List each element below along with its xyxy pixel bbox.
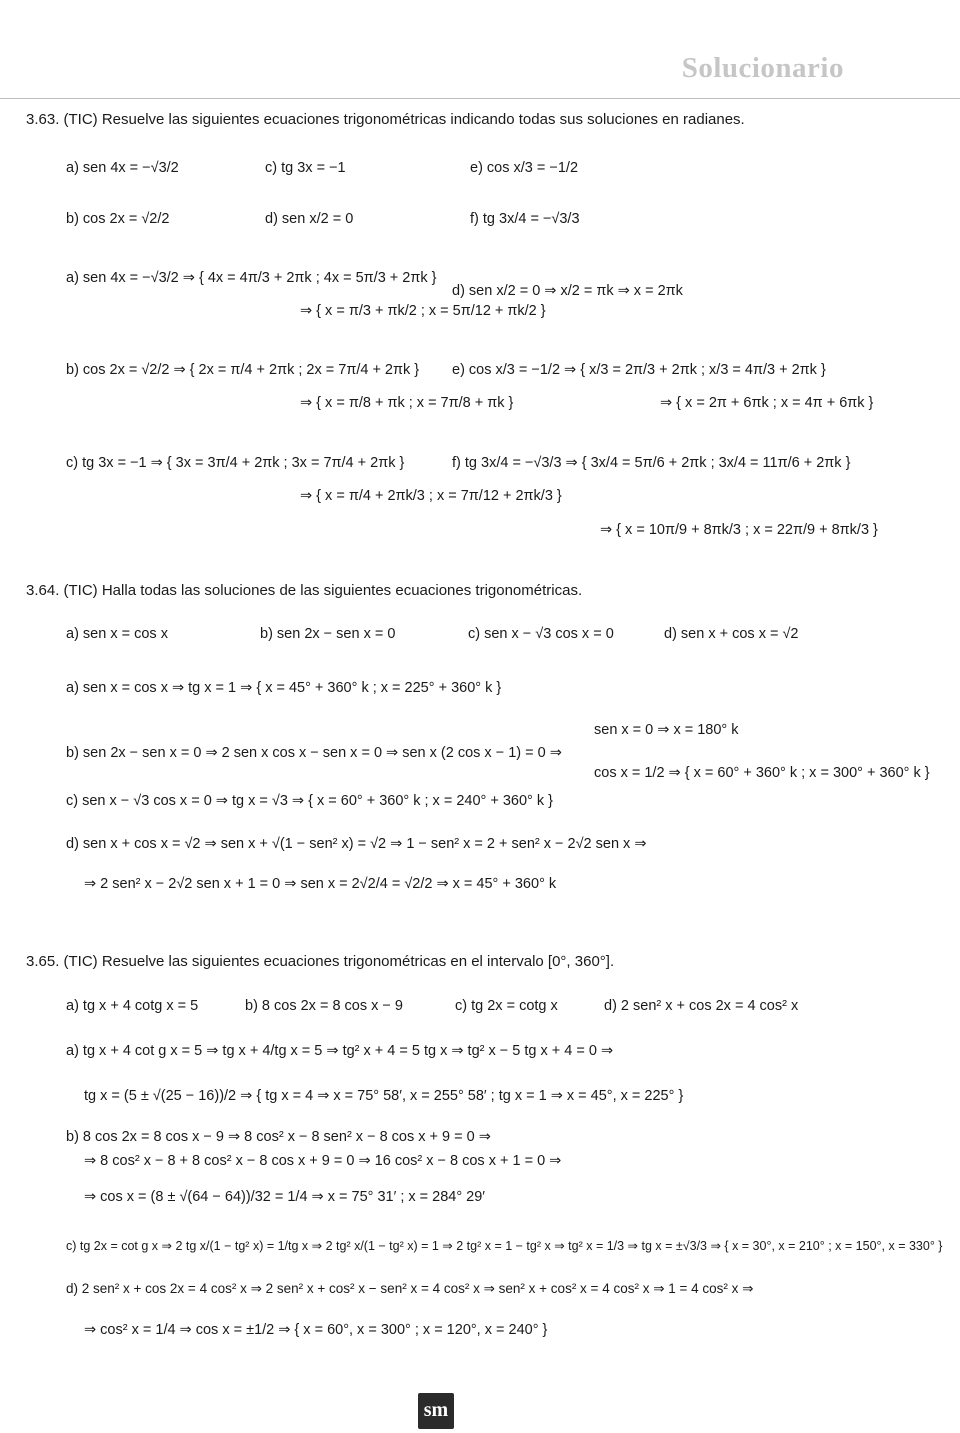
exercise-3-65-statement: 3.65. (TIC) Resuelve las siguientes ecuaciones trigonométricas en el intervalo [0°, 360°]. [26,953,615,970]
ex364-statement-d: d) sen x + cos x = √2 [664,626,799,642]
ex365-statement-d: d) 2 sen² x + cos 2x = 4 cos² x [604,998,799,1014]
ex363-solution-e-step2: ⇒ { x = 2π + 6πk ; x = 4π + 6πk } [660,395,874,411]
ex363-solution-d: d) sen x/2 = 0 ⇒ x/2 = πk ⇒ x = 2πk [452,283,683,299]
ex364-solution-c: c) sen x − √3 cos x = 0 ⇒ tg x = √3 ⇒ { x = 60° + 360° k ; x = 240° + 360° k } [66,793,553,809]
ex363-statement-a: a) sen 4x = −√3/2 [66,160,179,176]
ex365-statement-c: c) tg 2x = cotg x [455,998,558,1014]
publisher-logo: sm [418,1393,454,1429]
ex365-solution-b-step3: ⇒ cos x = (8 ± √(64 − 64))/32 = 1/4 ⇒ x = 75° 31′ ; x = 284° 29′ [84,1189,486,1205]
ex363-solution-b-step2: ⇒ { x = π/8 + πk ; x = 7π/8 + πk } [300,395,514,411]
ex363-statement-c: c) tg 3x = −1 [265,160,346,176]
ex365-solution-a-step1: a) tg x + 4 cot g x = 5 ⇒ tg x + 4/tg x = 5 ⇒ tg² x + 4 = 5 tg x ⇒ tg² x − 5 tg x + 4 = 0 ⇒ [66,1043,614,1059]
ex364-statement-a: a) sen x = cos x [66,626,168,642]
ex363-solution-a-step2: ⇒ { x = π/3 + πk/2 ; x = 5π/12 + πk/2 } [300,303,546,319]
exercise-3-63-statement: 3.63. (TIC) Resuelve las siguientes ecuaciones trigonométricas indicando todas sus soluciones en radianes. [26,111,745,128]
ex363-solution-b-step1: b) cos 2x = √2/2 ⇒ { 2x = π/4 + 2πk ; 2x = 7π/4 + 2πk } [66,362,420,378]
ex364-solution-a: a) sen x = cos x ⇒ tg x = 1 ⇒ { x = 45° + 360° k ; x = 225° + 360° k } [66,680,502,696]
ex364-solution-d-step2: ⇒ 2 sen² x − 2√2 sen x + 1 = 0 ⇒ sen x = 2√2/4 = √2/2 ⇒ x = 45° + 360° k [84,876,557,892]
ex363-solution-f-step2: ⇒ { x = 10π/9 + 8πk/3 ; x = 22π/9 + 8πk/3 } [600,522,878,538]
ex364-solution-b-case-sen: sen x = 0 ⇒ x = 180° k [594,722,739,738]
ex364-statement-b: b) sen 2x − sen x = 0 [260,626,396,642]
ex363-solution-f-step1: f) tg 3x/4 = −√3/3 ⇒ { 3x/4 = 5π/6 + 2πk ; 3x/4 = 11π/6 + 2πk } [452,455,851,471]
ex365-solution-b-step1: b) 8 cos 2x = 8 cos x − 9 ⇒ 8 cos² x − 8 sen² x − 8 cos x + 9 = 0 ⇒ [66,1129,491,1145]
ex363-statement-b: b) cos 2x = √2/2 [66,211,170,227]
ex363-solution-c-step2: ⇒ { x = π/4 + 2πk/3 ; x = 7π/12 + 2πk/3 } [300,488,562,504]
ex365-solution-d-step1: d) 2 sen² x + cos 2x = 4 cos² x ⇒ 2 sen² x + cos² x − sen² x = 4 cos² x ⇒ sen² x + cos² x = 4 cos² x ⇒ 1 = 4 cos² x ⇒ [66,1281,754,1296]
ex365-solution-b-step2: ⇒ 8 cos² x − 8 + 8 cos² x − 8 cos x + 9 = 0 ⇒ 16 cos² x − 8 cos x + 1 = 0 ⇒ [84,1153,562,1169]
ex365-solution-c: c) tg 2x = cot g x ⇒ 2 tg x/(1 − tg² x) = 1/tg x ⇒ 2 tg² x/(1 − tg² x) = 1 ⇒ 2 tg² x = 1 − tg² x ⇒ tg² x = 1/3 ⇒ tg x = ±√3/3 ⇒ { x = 30°, x = 210° ; x = 150°, x = 330° } [66,1239,943,1253]
ex364-solution-b-case-cos: cos x = 1/2 ⇒ { x = 60° + 360° k ; x = 300° + 360° k } [594,765,930,781]
ex365-statement-b: b) 8 cos 2x = 8 cos x − 9 [245,998,403,1014]
ex363-statement-f: f) tg 3x/4 = −√3/3 [470,211,580,227]
ex363-statement-e: e) cos x/3 = −1/2 [470,160,579,176]
exercise-3-64-statement: 3.64. (TIC) Halla todas las soluciones de las siguientes ecuaciones trigonométricas. [26,582,583,599]
ex365-solution-a-step2: tg x = (5 ± √(25 − 16))/2 ⇒ { tg x = 4 ⇒ x = 75° 58′, x = 255° 58′ ; tg x = 1 ⇒ x = 45°, x = 225° } [84,1088,684,1104]
ex363-solution-a-step1: a) sen 4x = −√3/2 ⇒ { 4x = 4π/3 + 2πk ; 4x = 5π/3 + 2πk } [66,270,437,286]
ex364-solution-d-step1: d) sen x + cos x = √2 ⇒ sen x + √(1 − sen² x) = √2 ⇒ 1 − sen² x = 2 + sen² x − 2√2 sen x ⇒ [66,836,647,852]
ex363-solution-e-step1: e) cos x/3 = −1/2 ⇒ { x/3 = 2π/3 + 2πk ; x/3 = 4π/3 + 2πk } [452,362,826,378]
page-header-title: Solucionario [681,52,844,84]
ex363-statement-d: d) sen x/2 = 0 [265,211,354,227]
ex365-statement-a: a) tg x + 4 cotg x = 5 [66,998,199,1014]
ex365-solution-d-step2: ⇒ cos² x = 1/4 ⇒ cos x = ±1/2 ⇒ { x = 60°, x = 300° ; x = 120°, x = 240° } [84,1322,548,1338]
ex364-statement-c: c) sen x − √3 cos x = 0 [468,626,614,642]
ex363-solution-c-step1: c) tg 3x = −1 ⇒ { 3x = 3π/4 + 2πk ; 3x = 7π/4 + 2πk } [66,455,405,471]
ex364-solution-b: b) sen 2x − sen x = 0 ⇒ 2 sen x cos x − sen x = 0 ⇒ sen x (2 cos x − 1) = 0 ⇒ [66,745,562,761]
